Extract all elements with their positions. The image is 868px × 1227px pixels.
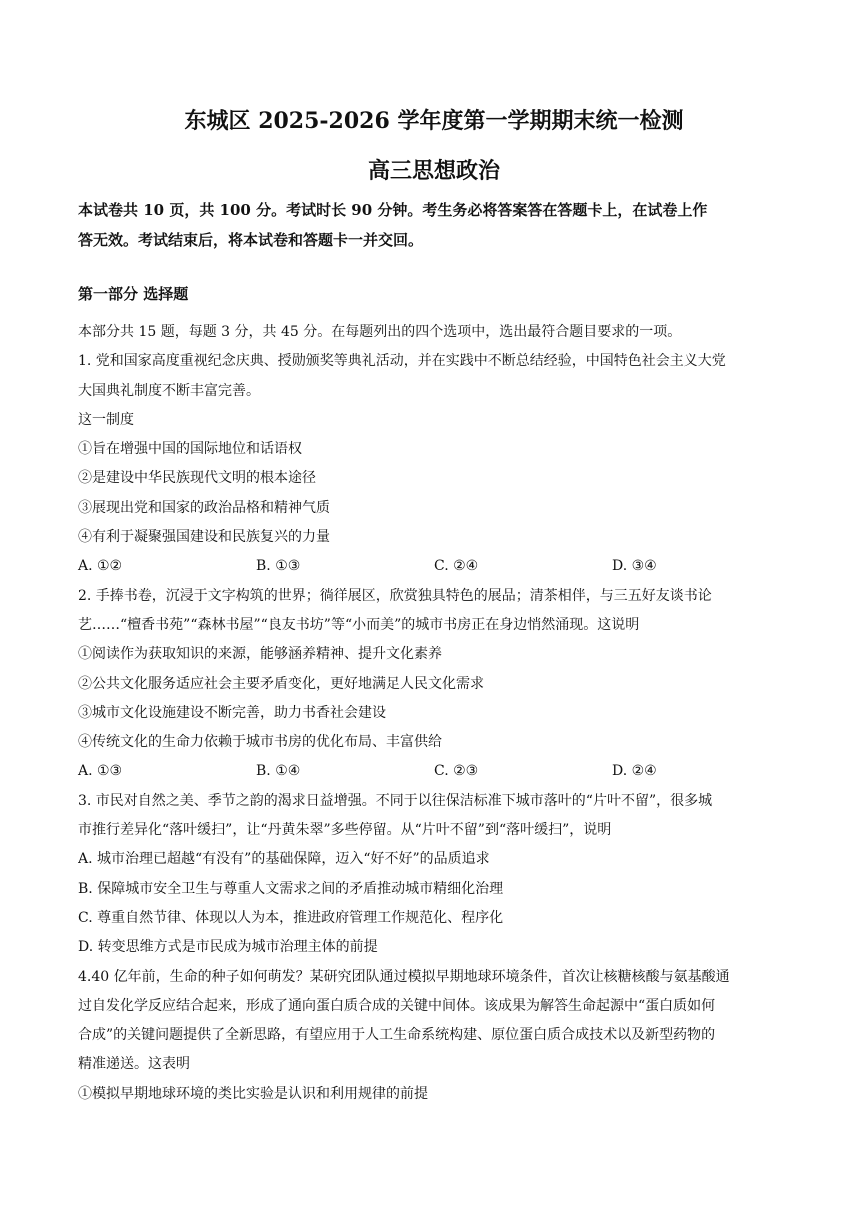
question-2-item: ④传统文化的生命力依赖于城市书房的优化布局、丰富供给: [78, 734, 442, 751]
option-a: A. ①③: [78, 763, 123, 780]
exam-subject: 高三思想政治: [367, 158, 500, 184]
question-1-item: ①旨在增强中国的国际地位和话语权: [78, 441, 302, 458]
option-d: D. ③④: [612, 558, 657, 575]
question-4-stem: 4.40 亿年前，生命的种子如何萌发？某研究团队通过模拟早期地球环境条件，首次让核糖核酸与氨基酸通: [78, 968, 730, 985]
question-3-choice-d: D. 转变思维方式是市民成为城市治理主体的前提: [78, 939, 378, 956]
question-1-stem: 这一制度: [78, 411, 134, 428]
question-3-choice-b: B. 保障城市安全卫生与尊重人文需求之间的矛盾推动城市精细化治理: [78, 880, 504, 897]
question-3-choice-a: A. 城市治理已超越“有没有”的基础保障，迈入“好不好”的品质追求: [78, 851, 490, 868]
question-4-item: ①模拟早期地球环境的类比实验是认识和利用规律的前提: [78, 1085, 428, 1102]
question-2-stem: 艺……“檀香书苑”“森林书屋”“良友书坊”等“小而美”的城市书房正在身边悄然涌现。这说明: [78, 616, 640, 633]
question-3-stem: 3. 市民对自然之美、季节之韵的渴求日益增强。不同于以往保洁标准下城市落叶的“片叶不留”，很多城: [78, 792, 713, 809]
question-2-item: ①阅读作为获取知识的来源，能够涵养精神、提升文化素养: [78, 646, 442, 663]
question-4-stem: 过自发化学反应结合起来，形成了通向蛋白质合成的关键中间体。该成果为解答生命起源中“蛋白质如何: [78, 997, 716, 1014]
instruction-line: 本试卷共 10 页，共 100 分。考试时长 90 分钟。考生务必将答案答在答题卡上，在试卷上作: [78, 201, 708, 219]
question-list: [78, 318, 790, 1109]
question-3-stem: 市推行差异化“落叶缓扫”，让“丹黄朱翠”多些停留。从“片叶不留”到“落叶缓扫”，说明: [78, 822, 612, 839]
option-d: D. ②④: [612, 763, 657, 780]
question-1-item: ④有利于凝聚强国建设和民族复兴的力量: [78, 529, 330, 546]
exam-title: 东城区 2025-2026 学年度第一学期期末统一检测: [184, 108, 684, 134]
question-1-item: ②是建设中华民族现代文明的根本途径: [78, 470, 316, 487]
question-2-stem: 2. 手捧书卷，沉浸于文字构筑的世界；徜徉展区，欣赏独具特色的展品；清茶相伴，与三五好友谈书论: [78, 587, 712, 604]
section-note: 本部分共 15 题，每题 3 分，共 45 分。在每题列出的四个选项中，选出最符合题目要求的一项。: [78, 324, 682, 340]
question-4-stem: 合成”的关键问题提供了全新思路，有望应用于人工生命系统构建、原位蛋白质合成技术以及新型药物的: [78, 1027, 716, 1044]
option-b: B. ①③: [256, 558, 301, 575]
question-2-options: [78, 757, 790, 786]
instruction-line: 答无效。考试结束后，将本试卷和答题卡一并交回。: [78, 231, 424, 249]
option-c: C. ②④: [434, 558, 479, 575]
question-1-stem: 大国典礼制度不断丰富完善。: [78, 382, 260, 399]
option-a: A. ①②: [78, 558, 123, 575]
question-1-stem: 1. 党和国家高度重视纪念庆典、授勋颁奖等典礼活动，并在实践中不断总结经验，中国特色社会主义大党: [78, 353, 726, 370]
question-1-options: [78, 552, 790, 581]
question-1-item: ③展现出党和国家的政治品格和精神气质: [78, 499, 330, 516]
question-2-item: ③城市文化设施建设不断完善，助力书香社会建设: [78, 704, 386, 721]
option-c: C. ②③: [434, 763, 479, 780]
section-title: 第一部分 选择题: [78, 285, 189, 303]
question-4-stem: 精准递送。这表明: [78, 1056, 190, 1073]
question-3-choice-c: C. 尊重自然节律、体现以人为本，推进政府管理工作规范化、程序化: [78, 909, 504, 926]
exam-instructions: [78, 195, 790, 255]
option-b: B. ①④: [256, 763, 301, 780]
question-2-item: ②公共文化服务适应社会主要矛盾变化，更好地满足人民文化需求: [78, 675, 484, 692]
